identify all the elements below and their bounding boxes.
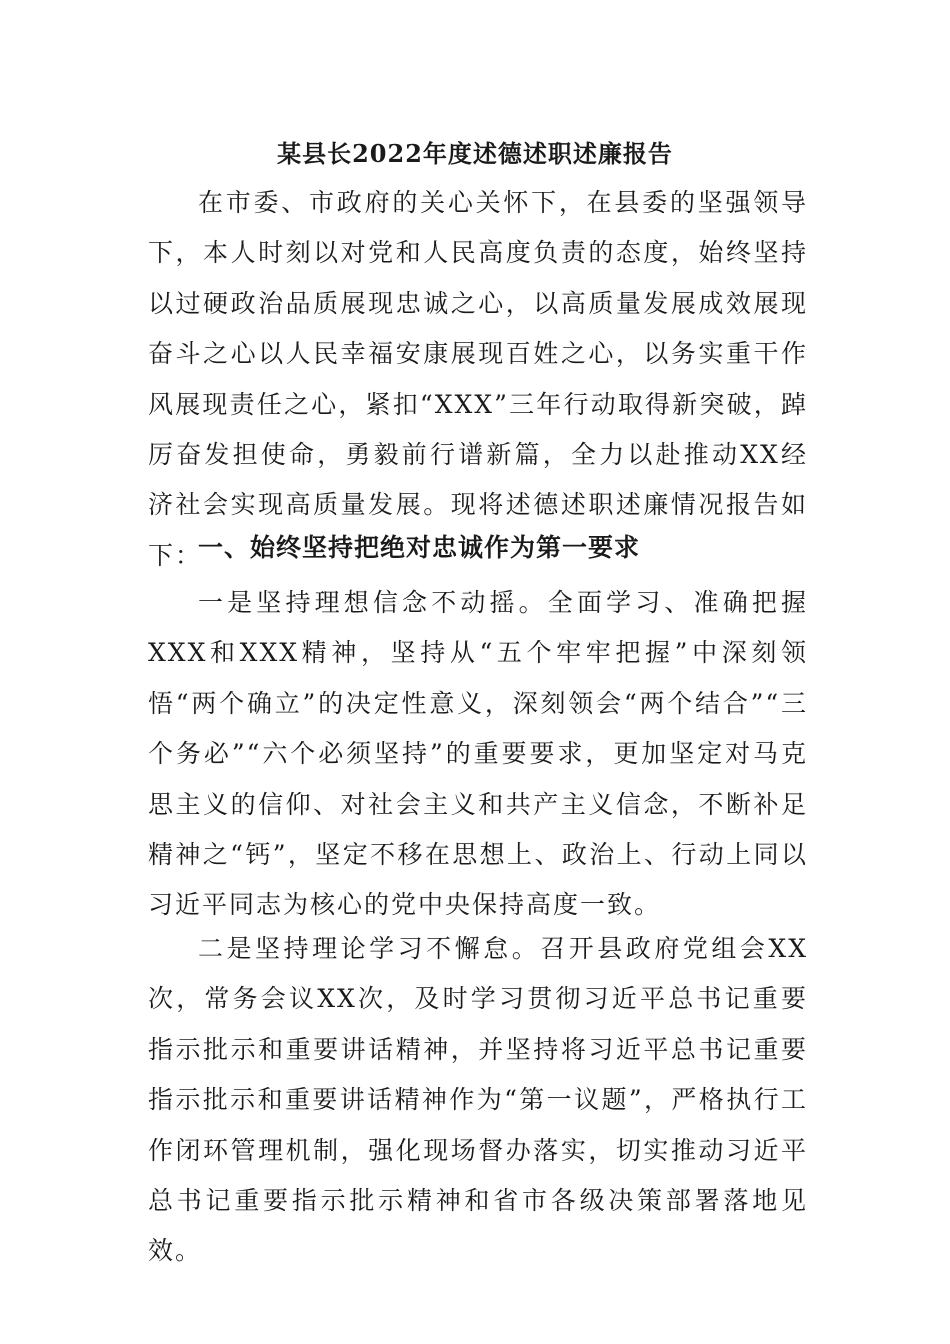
paragraph-ideals: 一是坚持理想信念不动摇。全面学习、准确把握XXX和XXX精神，坚持从“五个牢牢把握”中深刻领悟“两个确立”的决定性意义，深刻领会“两个结合”“三个务必”“六个必须坚持”的重要要求，更加坚定对马克思主义的信仰、对社会主义和共产主义信念，不断补足精神之“钙”，坚定不移在思想上、政治上、行动上同以习近平同志为核心的党中央保持高度一致。 [148, 588, 808, 920]
intro-paragraph: 在市委、市政府的关心关怀下，在县委的坚强领导下，本人时刻以对党和人民高度负责的态度，始终坚持以过硬政治品质展现忠诚之心，以高质量发展成效展现奋斗之心以人民幸福安康展现百姓之心，以务实重干作风展现责任之心，紧扣“XXX”三年行动取得新突破，踔厉奋发担使命，勇毅前行谱新篇，全力以赴推动XX经济社会实现高质量发展。现将述德述职述廉情况报告如下： [148, 188, 808, 570]
section-heading: 一、始终坚持把绝对忠诚作为第一要求 [198, 533, 641, 562]
paragraph-theory-study: 二是坚持理论学习不懈怠。召开县政府党组会XX次，常务会议XX次，及时学习贯彻习近平总书记重要指示批示和重要讲话精神，并坚持将习近平总书记重要指示批示和重要讲话精神作为“第一议题”，严格执行工作闭环管理机制，强化现场督办落实，切实推动习近平总书记重要指示批示精神和省市各级决策部署落地见效。 [148, 934, 808, 1266]
document-title: 某县长2022年度述德述职述廉报告 [277, 139, 673, 168]
